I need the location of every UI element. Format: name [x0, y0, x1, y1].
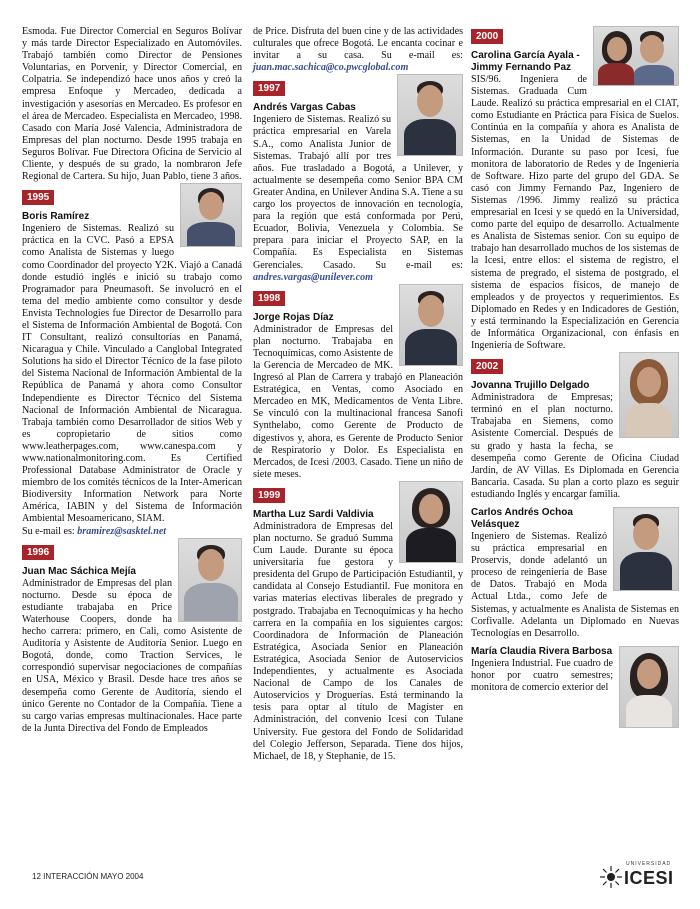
- year-badge-2002: 2002: [471, 359, 503, 374]
- alumni-text-martha: Administradora de Empresas del plan nocturno. Se graduó Summa Cum Laude. Durante su época universitaria fue gestora y presidenta del Grupo de Participación Estudiantil, y candidata al Consejo Estudiantil. Fue monitora en varias materias electivas liberales de pregrado y postgrado. Trabajaba en Tecnoquímicas y ha hecho carrera en la compañía en los siguientes cargos: Coordinadora de Información de Planeación Estratégica, Asociada Senior en Planeación Estratégica, Asociada Senior de Autoservicios Independientes, y actualmente es Asociada Nacional de Campo de los Canales de Autoservicios y Droguerías. Está terminando la tesis para optar al título de Magíster en Administración, del convenio Icesi con Tulane University. Fue gestora del Fondo de Solidaridad del Colegio Jefferson, Separada. Tiene dos hijos, Michael, de 18, y Stephanie, de 15.: [253, 520, 463, 762]
- alumni-name-juan: Juan Mac Sáchica Mejía: [22, 565, 136, 577]
- juan-cont-text: de Price. Disfruta del buen cine y de las actividades culturales que ofrece Bogotá. Le encanta cocinar e invitar a su casa. Su e-mail es:: [253, 26, 463, 62]
- year-badge-1995: 1995: [22, 190, 54, 205]
- alumni-text-jorge: Administrador de Empresas del plan nocturno. Trabajaba en Tecnoquímicas, como Asistente de la Gerencia de Mercadeo de MK. Ingresó al Plan de Carrera y trabajó en Planeación Estratégica, en Ventas, como Asociado en Mercadeo en MK, Medicamentos de Venta Libre. Se vinculó con la multinacional francesa Sanofi Synthelabo, como Gerente de Producto de digestivos y, ahora, es Gerente de Producto Senior de Respiratorio y Dolor. Es Especialista en Mercados, de Icesi /2003. Casado. Tiene un niño de siete meses.: [253, 323, 463, 480]
- column-right: [471, 26, 679, 732]
- column-left: [22, 26, 242, 735]
- logo-university-label: UNIVERSIDAD: [626, 861, 672, 867]
- page-footer: 12 INTERACCIÓN MAYO 2004: [32, 872, 144, 881]
- alumni-name-boris: Boris Ramírez: [22, 211, 90, 223]
- icesi-sun-icon: [600, 866, 622, 888]
- alumni-name-carolina: Carolina García Ayala - Jimmy Fernando Paz: [471, 50, 580, 73]
- photo-martha-sardi: [399, 481, 463, 563]
- column-middle: [253, 26, 463, 763]
- alumni-text-jovanna: Administradora de Empresas; terminó en el plan nocturno. Trabajaba en Siemens, como Asistente Comercial. Después de su grado y hasta la fecha, se desempeña como Gerente de Oficina Ciudad Jardín, de AV Villas. Es Diplomada en Gerencia Bancaria. Casada. Su plan a corto plazo es seguir estudiando Inglés y encargar familia.: [471, 392, 679, 500]
- photo-maria-rivera: [619, 646, 679, 728]
- year-badge-1996: 1996: [22, 545, 54, 560]
- alumni-text-maria: Ingeniera Industrial. Fue cuadro de honor por cuatro semestres; monitora de comercio exterior del: [471, 657, 613, 694]
- email-link-andres[interactable]: andres.vargas@unilever.com: [253, 271, 373, 283]
- year-badge-2000: 2000: [471, 29, 503, 44]
- alumni-name-andres: Andrés Vargas Cabas: [253, 102, 356, 114]
- photo-carlos-ochoa: [613, 507, 679, 591]
- photo-jovanna-trujillo: [619, 352, 679, 438]
- alumni-text-carolina: SIS/96. Ingeniera de Sistemas. Graduada Cum Laude. Realizó su práctica empresarial en el CIAT, como Estudiante en Práctica para Física de Suelos. Continúa en la compañía y ahora es Analista de Sistemas, en la Unidad de Sistemas de Información. Durante su paso por Icesi, fue monitora de laboratorio de Redes y de Ingeniería de Software. Hizo parte del grupo del GDA. Se casó con Jimmy Fernando Paz, Ingeniero de Sistemas /1996. Jimmy realizó su práctica empresarial en Icesi y se quedó en la Universidad, como parte del equipo de desarrollo. Actualmente es Analista de Sistemas senior. Con su equipo de trabajo han desarrollado muchos de los sistemas de la Icesi, entre ellos: el sistema de registro, el sistema de pregrado, el sistema de postgrado, el sistema de espacios físicos, de manejo de empleados y de proyectos y requerimientos. Es Diplomado en Redes y en Indicadores de Gestión, y está terminando la Especialización en Gerencia de Informática Organizacional, con énfasis en Ingeniería de Software.: [471, 74, 679, 352]
- photo-jorge-rojas: [399, 284, 463, 366]
- photo-andres-vargas: [397, 74, 463, 156]
- year-badge-1997: 1997: [253, 81, 285, 96]
- year-badge-1999: 1999: [253, 488, 285, 503]
- alumni-text-carlos: Ingeniero de Sistemas. Realizó su práctica empresarial en Proservis, donde adelantó un proceso de reingeniería de Base de Datos. Trabajó en Moda Actual Ltda., como Jefe de Sistemas, y actualmente es Analista de Sistemas en Corfivalle. Adelanta un Diplomado en Nuevas Tecnologías en Desarrollo.: [471, 531, 679, 639]
- alumni-text-boris: [22, 223, 242, 537]
- logo-brand: ICESI: [624, 868, 674, 888]
- alumni-name-maria: María Claudia Rivera Barbosa: [471, 645, 613, 657]
- icesi-logo: [600, 860, 680, 890]
- boris-email-label: Su e-mail es:: [22, 525, 78, 537]
- boris-bio: Ingeniero de Sistemas. Realizó su práctica en la CVC. Pasó a EPSA como Analista de Sistemas y luego como Coordinador del proyecto Y2K. Viajó a Canadá donde estudió inglés e inició su trabajo como Programador para Pneumasoft. Se involucró en el tema del medio ambiente como consultor y desde Envista Technologies fue Director de Desarrollo para el Sistema de Información Ambiental de Bogotá. Con IT Consultant, realizó consultorías en Panamá, Nicaragua y Chile. Vinculado a Canglobal Integrated Solutions ha sido el Director Técnico de la fase piloto del Sistema Nacional de Información Ambiental de la República de Panamá y ahora como Consultor Independiente es Director Técnico del Sistema Nacional de Información Ambiental de Nicaragua. Trabaja también como Desarrollador de sitios Web y es copropietario de sitios como www.leatherpages.com, www.canespa.com y www.nationalmonitoring.com. Es Certified Professional Database Administrator de Oracle y miembro de los comités técnicos de la Inter-American Biodiversity Information Network para Norte América, IABIN y del Sistema de Información Ambiental Mesoamericano, SIAM.: [22, 223, 242, 525]
- alumni-text-juan: Administrador de Empresas del plan nocturno. Desde su época de estudiante trabajaba en Price Waterhouse Coopers, donde ha hecho carrera: primero, en Cali, como Asistente de Auditoría y Asistente de Auditoría Senior. Luego en Bogotá, donde, como Traction Services, le correspondió supervisar negociaciones de compañías en USA, México y Brasil. Desde hace tres años se desempeña como Gerente de Auditoría, siendo el único Gerente no Contador de la Compañía. Tiene a su cargo varias empresas multinacionales. Hace parte de la Junta Directiva del Fondo de Empleados: [22, 577, 242, 734]
- photo-carolina-jimmy: [593, 26, 679, 86]
- year-badge-1998: 1998: [253, 291, 285, 306]
- juan-continued: [253, 26, 463, 74]
- photo-juan-mac-sachica: [178, 538, 242, 622]
- intro-paragraph: Esmoda. Fue Director Comercial en Seguros Bolívar y más tarde Director Especializado en Automóviles. Trabajó también como Director de Pensiones Voluntarias, en Porvenir, y Director Comercial, en Colpatria. Se independizó hace unos años y creó la empresa Enfoque y Mercadeo, dedicada a investigación y asesorías en Mercadeo. Es profesor en el área de Mercadeo. Especialista en Mercadeo, 1998. Casado con María José Valencia, Administradora de Empresas del plan nocturno. Desde 1995 trabaja en Seguros Bolívar. Fue Directora Oficina de Servicio al Cliente, y después de su grado, la nombraron Jefe Regional de Cartera. Su hijo, Juan Pablo, tiene 3 años.: [22, 26, 242, 183]
- alumni-name-carlos: Carlos Andrés Ochoa Velásquez: [471, 507, 573, 530]
- email-link-boris[interactable]: bramirez@sasktel.net: [77, 525, 167, 537]
- alumni-name-martha: Martha Luz Sardi Valdivia: [253, 508, 374, 520]
- email-link-juan[interactable]: juan.mac.sachica@co.pwcglobal.com: [253, 62, 409, 74]
- alumni-name-jovanna: Jovanna Trujillo Delgado: [471, 380, 590, 392]
- alumni-name-jorge: Jorge Rojas Díaz: [253, 311, 334, 323]
- andres-bio: Ingeniero de Sistemas. Realizó su práctica empresarial en Varela S.A., como Analista Junior de Sistemas. Trabajó allí por tres años. Fue trasladado a Bogotá, a Unilever, y actualmente se desempeña como Senior BPA CM Greater Andina, en Unilever Andina S.A. Tiene a su cargo los proyectos de innovación en tecnología, para la región que está conformada por Perú, Ecuador, Bolivia, Venezuela y Colombia. Se prepara para iniciar el Proyecto SAP, en la Compañía. Es Especialista en Sistemas Gerenciales. Casado. Su e-mail es:: [253, 114, 463, 271]
- photo-boris-ramirez: [180, 183, 242, 247]
